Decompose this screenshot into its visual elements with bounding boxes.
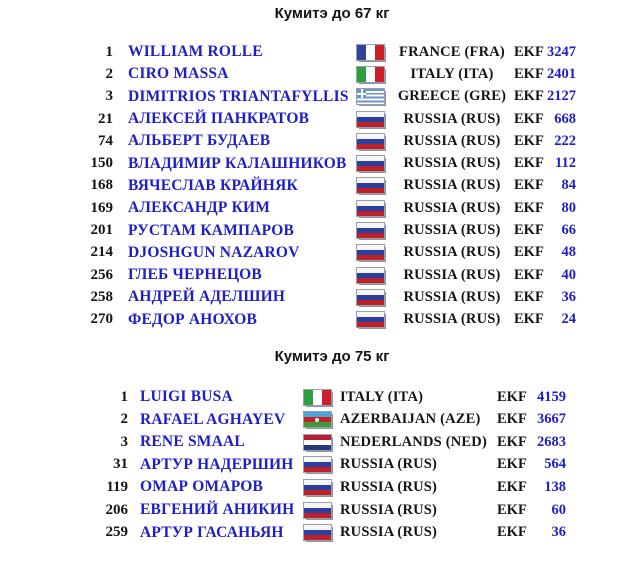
table-row [0, 264, 576, 286]
flag-cell [356, 88, 390, 105]
rus-flag-icon [356, 267, 385, 284]
country-label: RUSSIA (RUS) [403, 222, 501, 239]
flag-cell [356, 155, 390, 172]
ekf-label: EKF [514, 110, 544, 127]
points-value: 2401 [547, 65, 576, 82]
rus-flag-icon [356, 222, 385, 239]
country-label: ITALY (ITA) [340, 388, 424, 405]
country-label: RUSSIA (RUS) [403, 132, 501, 149]
rus-flag-icon [356, 200, 385, 217]
flag-cell [356, 66, 390, 83]
section-title-kumite-75: Кумитэ до 75 кг [274, 348, 390, 365]
athlete-name-link[interactable]: RENE SMAAL [140, 433, 245, 451]
rank-number: 3 [120, 433, 128, 450]
points-value: 668 [554, 110, 576, 127]
section-title-kumite-67: Кумитэ до 67 кг [274, 5, 390, 22]
flag-cell [303, 456, 337, 473]
points-value: 24 [561, 311, 576, 328]
table-row [0, 454, 566, 477]
aze-flag-icon [303, 411, 332, 428]
flag-cell [303, 389, 337, 406]
rus-flag-icon [356, 111, 385, 128]
rank-number: 2 [105, 65, 113, 82]
athlete-name-link[interactable]: АЛЬБЕРТ БУДАЕВ [128, 132, 271, 150]
rank-number: 270 [90, 311, 113, 328]
table-row [0, 152, 576, 174]
rus-flag-icon [356, 155, 385, 172]
rus-flag-icon [303, 479, 332, 496]
ekf-label: EKF [514, 88, 544, 105]
flag-cell [356, 289, 390, 306]
athlete-name-link[interactable]: РУСТАМ КАМПАРОВ [128, 221, 294, 239]
athlete-name-link[interactable]: ЕВГЕНИЙ АНИКИН [140, 501, 295, 518]
flag-cell [356, 311, 390, 328]
country-label: RUSSIA (RUS) [403, 177, 501, 194]
ranking-table-kumite-67 [0, 41, 576, 331]
rank-number: 1 [105, 43, 113, 60]
ned-flag-icon [303, 434, 332, 451]
rank-number: 3 [105, 88, 113, 105]
rus-flag-icon [303, 502, 332, 519]
flag-cell [356, 44, 390, 61]
flag-cell [356, 244, 390, 261]
points-value: 2127 [547, 88, 576, 105]
ita-flag-icon [303, 389, 332, 406]
ekf-label: EKF [514, 199, 544, 216]
rank-number: 168 [90, 177, 113, 194]
athlete-name-link[interactable]: DIMITRIOS TRIANTAFYLLIS [128, 87, 349, 105]
rank-number: 2 [120, 411, 128, 428]
flag-cell [356, 267, 390, 284]
flag-cell [356, 222, 390, 239]
rank-number: 201 [90, 222, 113, 239]
rank-number: 256 [90, 266, 113, 283]
athlete-name-link[interactable]: ГЛЕБ ЧЕРНЕЦОВ [128, 266, 262, 284]
country-label: AZERBAIJAN (AZE) [340, 411, 481, 428]
table-row [0, 86, 576, 108]
country-label: GREECE (GRE) [397, 88, 507, 105]
country-label: RUSSIA (RUS) [403, 199, 501, 216]
ekf-label: EKF [514, 222, 544, 239]
ekf-label: EKF [514, 155, 544, 172]
rank-number: 214 [90, 244, 113, 261]
athlete-name-link[interactable]: RAFAEL AGHAYEV [140, 410, 286, 428]
athlete-name-link[interactable]: ВЛАДИМИР КАЛАШНИКОВ [128, 154, 347, 172]
rank-number: 74 [98, 132, 113, 149]
ekf-label: EKF [514, 177, 544, 194]
ekf-label: EKF [497, 411, 527, 428]
ekf-label: EKF [497, 524, 527, 541]
table-row [0, 386, 566, 409]
athlete-name-link[interactable]: ФЕДОР АНОХОВ [128, 310, 258, 328]
rank-number: 21 [98, 110, 113, 127]
athlete-name-link[interactable]: АЛЕКСЕЙ ПАНКРАТОВ [128, 110, 310, 128]
country-label: RUSSIA (RUS) [340, 524, 438, 541]
flag-cell [303, 524, 337, 541]
athlete-name-link[interactable]: АНДРЕЙ АДЕЛШИН [128, 288, 286, 306]
points-value: 60 [551, 501, 566, 518]
athlete-name-link[interactable]: DJOSHGUN NAZAROV [128, 243, 300, 261]
ekf-label: EKF [497, 433, 527, 450]
ekf-label: EKF [497, 456, 527, 473]
athlete-name-link[interactable]: ВЯЧЕСЛАВ КРАЙНЯК [128, 176, 298, 194]
country-label: RUSSIA (RUS) [403, 155, 501, 172]
rus-flag-icon [356, 311, 385, 328]
points-value: 66 [561, 222, 576, 239]
flag-cell [303, 502, 337, 519]
ita-flag-icon [356, 66, 385, 83]
table-row [0, 499, 566, 522]
country-label: ITALY (ITA) [410, 65, 494, 82]
table-row [0, 409, 566, 432]
points-value: 4159 [537, 388, 566, 405]
table-row [0, 476, 566, 499]
points-value: 564 [544, 456, 566, 473]
table-row [0, 242, 576, 264]
table-row [0, 41, 576, 63]
fra-flag-icon [356, 44, 385, 61]
country-label: NEDERLANDS (NED) [340, 433, 488, 450]
athlete-name-link[interactable]: АРТУР НАДЕРШИН [140, 455, 294, 473]
table-row [0, 130, 576, 152]
country-label: FRANCE (FRA) [399, 43, 505, 60]
flag-cell [303, 479, 337, 496]
ekf-label: EKF [514, 43, 544, 60]
ekf-label: EKF [514, 288, 544, 305]
gre-flag-icon [356, 88, 385, 105]
athlete-name-link[interactable]: ОМАР ОМАРОВ [140, 478, 264, 496]
rank-number: 169 [90, 199, 113, 216]
points-value: 222 [554, 132, 576, 149]
points-value: 3667 [537, 411, 566, 428]
country-label: RUSSIA (RUS) [340, 456, 438, 473]
country-label: RUSSIA (RUS) [403, 288, 501, 305]
table-row [0, 521, 566, 544]
table-row [0, 63, 576, 85]
points-value: 36 [551, 524, 566, 541]
flag-cell [356, 111, 390, 128]
rus-flag-icon [356, 289, 385, 306]
athlete-name-link[interactable]: АРТУР ГАСАНЬЯН [140, 523, 284, 541]
points-value: 80 [561, 199, 576, 216]
ranking-table-kumite-75 [0, 386, 566, 544]
ekf-label: EKF [514, 132, 544, 149]
flag-cell [356, 177, 390, 194]
points-value: 48 [561, 244, 576, 261]
ekf-label: EKF [497, 501, 527, 518]
points-value: 112 [555, 155, 576, 172]
athlete-name-link[interactable]: АЛЕКСАНДР КИМ [128, 199, 271, 217]
points-value: 138 [544, 478, 566, 495]
country-label: RUSSIA (RUS) [403, 266, 501, 283]
country-label: RUSSIA (RUS) [403, 110, 501, 127]
points-value: 36 [561, 288, 576, 305]
table-row [0, 108, 576, 130]
athlete-name-link[interactable]: LUIGI BUSA [140, 388, 233, 406]
flag-cell [303, 411, 337, 428]
rus-flag-icon [356, 244, 385, 261]
flag-cell [356, 200, 390, 217]
rus-flag-icon [356, 133, 385, 150]
rank-number: 31 [113, 456, 128, 473]
points-value: 40 [561, 266, 576, 283]
ekf-label: EKF [514, 266, 544, 283]
ekf-label: EKF [497, 388, 527, 405]
rus-flag-icon [356, 177, 385, 194]
table-row [0, 286, 576, 308]
athlete-name-link[interactable]: CIRO MASSA [128, 65, 229, 83]
rank-number: 259 [105, 524, 128, 541]
points-value: 2683 [537, 433, 566, 450]
country-label: RUSSIA (RUS) [340, 501, 438, 518]
flag-cell [356, 133, 390, 150]
rank-number: 119 [106, 478, 128, 495]
rank-number: 1 [120, 388, 128, 405]
table-row [0, 309, 576, 331]
country-label: RUSSIA (RUS) [340, 478, 438, 495]
ekf-label: EKF [497, 478, 527, 495]
rank-number: 150 [90, 155, 113, 172]
ekf-label: EKF [514, 244, 544, 261]
table-row [0, 431, 566, 454]
country-label: RUSSIA (RUS) [403, 311, 501, 328]
rank-number: 258 [90, 288, 113, 305]
table-row [0, 197, 576, 219]
points-value: 84 [561, 177, 576, 194]
flag-cell [303, 434, 337, 451]
athlete-name-link[interactable]: WILLIAM ROLLE [128, 43, 263, 61]
ekf-label: EKF [514, 65, 544, 82]
rank-number: 206 [105, 501, 128, 518]
country-label: RUSSIA (RUS) [403, 244, 501, 261]
table-row [0, 175, 576, 197]
rus-flag-icon [303, 524, 332, 541]
table-row [0, 219, 576, 241]
rus-flag-icon [303, 456, 332, 473]
points-value: 3247 [547, 43, 576, 60]
ekf-label: EKF [514, 311, 544, 328]
